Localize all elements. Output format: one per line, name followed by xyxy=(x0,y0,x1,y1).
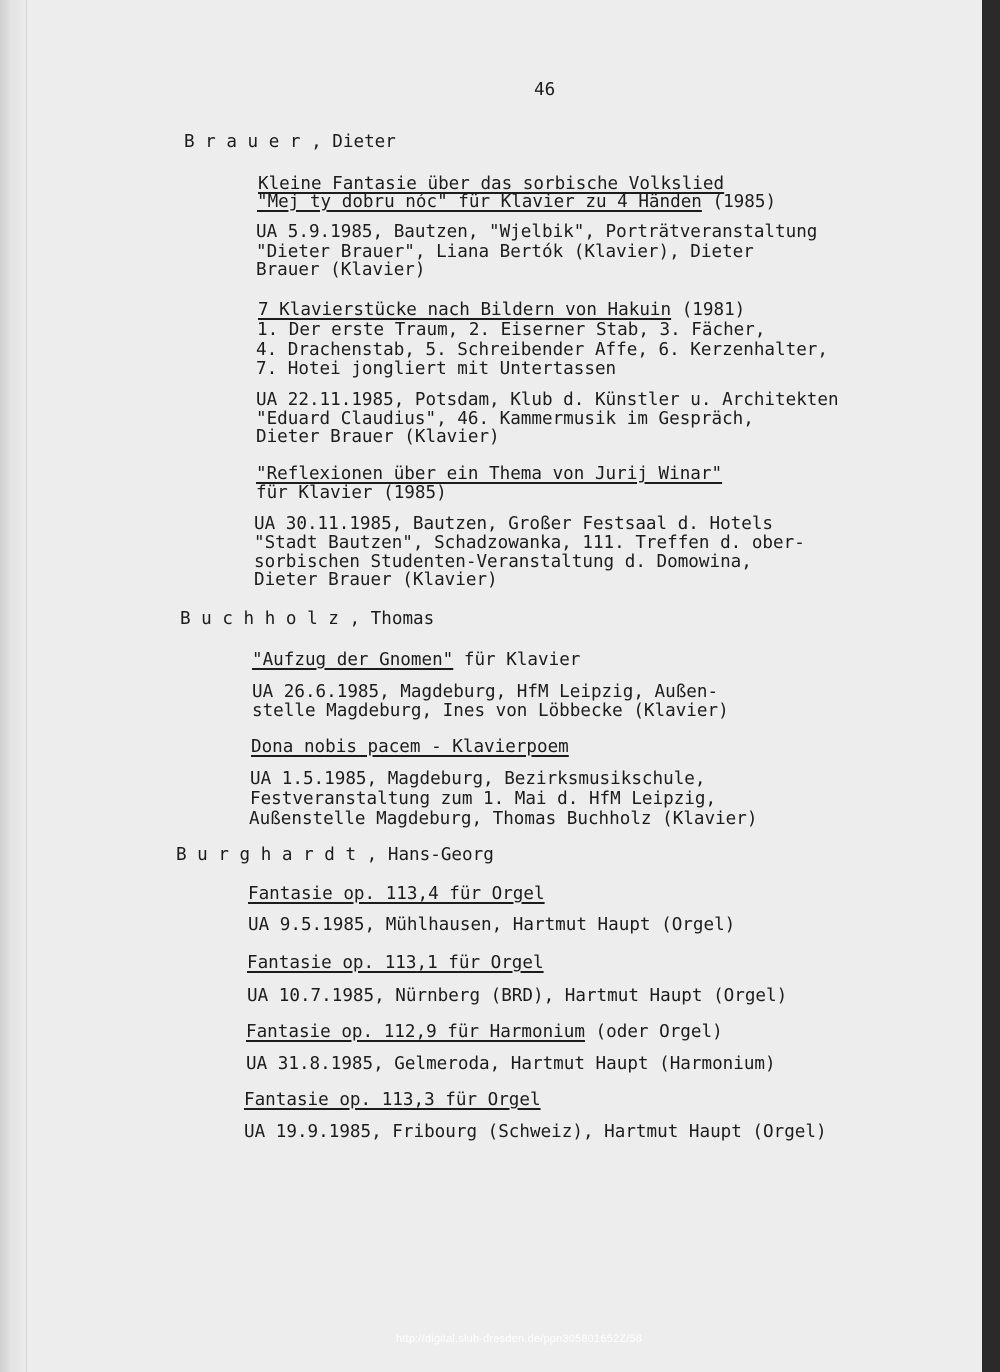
work-title: 7 Klavierstücke nach Bildern von Hakuin (1981) xyxy=(258,300,746,320)
work-title: Kleine Fantasie über das sorbische Volkslied xyxy=(258,174,725,194)
performance-line: sorbischen Studenten-Veranstaltung d. Domowina, xyxy=(254,552,752,572)
work-title: Fantasie op. 112,9 für Harmonium (oder Orgel) xyxy=(246,1022,723,1042)
work-title: Fantasie op. 113,1 für Orgel xyxy=(247,953,544,973)
work-title: "Aufzug der Gnomen" für Klavier xyxy=(252,650,581,670)
composer-heading: B r a u e r , Dieter xyxy=(184,132,396,152)
work-title: Fantasie op. 113,4 für Orgel xyxy=(248,884,545,904)
performance-line: Festveranstaltung zum 1. Mai d. HfM Leipzig, xyxy=(250,789,717,809)
source-url: http://digital.slub-dresden.de/ppn305801652Z/58 xyxy=(396,1333,643,1345)
performance-line: UA 10.7.1985, Nürnberg (BRD), Hartmut Haupt (Orgel) xyxy=(247,986,788,1006)
content-line: 7. Hotei jongliert mit Untertassen xyxy=(256,359,617,379)
performance-line: UA 31.8.1985, Gelmeroda, Hartmut Haupt (Harmonium) xyxy=(246,1054,776,1074)
performance-line: UA 5.9.1985, Bautzen, "Wjelbik", Porträtveranstaltung xyxy=(256,222,818,242)
performance-line: "Stadt Bautzen", Schadzowanka, 111. Treffen d. ober- xyxy=(254,533,805,553)
performance-line: "Eduard Claudius", 46. Kammermusik im Gespräch, xyxy=(256,409,754,429)
performance-line: Brauer (Klavier) xyxy=(256,260,426,280)
performance-line: Dieter Brauer (Klavier) xyxy=(256,427,500,447)
page-binding-edge xyxy=(0,0,27,1372)
content-line: 1. Der erste Traum, 2. Eiserner Stab, 3. Fächer, xyxy=(257,320,766,340)
performance-line: "Dieter Brauer", Liana Bertók (Klavier), Dieter xyxy=(256,242,754,262)
work-title-continuation: für Klavier (1985) xyxy=(256,483,447,503)
composer-heading: B u c h h o l z , Thomas xyxy=(180,609,435,629)
performance-line: UA 30.11.1985, Bautzen, Großer Festsaal d. Hotels xyxy=(254,514,774,534)
performance-line: UA 22.11.1985, Potsdam, Klub d. Künstler u. Architekten xyxy=(256,390,839,410)
content-line: 4. Drachenstab, 5. Schreibender Affe, 6. Kerzenhalter, xyxy=(256,340,828,360)
scan-border xyxy=(982,0,1000,1372)
performance-line: UA 1.5.1985, Magdeburg, Bezirksmusikschule, xyxy=(250,769,706,789)
work-title: "Reflexionen über ein Thema von Jurij Winar" xyxy=(256,464,723,484)
performance-line: UA 9.5.1985, Mühlhausen, Hartmut Haupt (Orgel) xyxy=(248,915,736,935)
composer-heading: B u r g h a r d t , Hans-Georg xyxy=(176,845,494,865)
work-title: Fantasie op. 113,3 für Orgel xyxy=(244,1090,541,1110)
work-title: Dona nobis pacem - Klavierpoem xyxy=(251,737,569,757)
performance-line: Dieter Brauer (Klavier) xyxy=(254,570,498,590)
performance-line: Außenstelle Magdeburg, Thomas Buchholz (Klavier) xyxy=(249,809,758,829)
page-number: 46 xyxy=(534,80,556,100)
performance-line: stelle Magdeburg, Ines von Löbbecke (Klavier) xyxy=(252,701,729,721)
performance-line: UA 26.6.1985, Magdeburg, HfM Leipzig, Außen- xyxy=(252,682,719,702)
performance-line: UA 19.9.1985, Fribourg (Schweiz), Hartmut Haupt (Orgel) xyxy=(244,1122,827,1142)
work-title: "Mej ty dobru nóc" für Klavier zu 4 Händen (1985) xyxy=(257,192,777,212)
